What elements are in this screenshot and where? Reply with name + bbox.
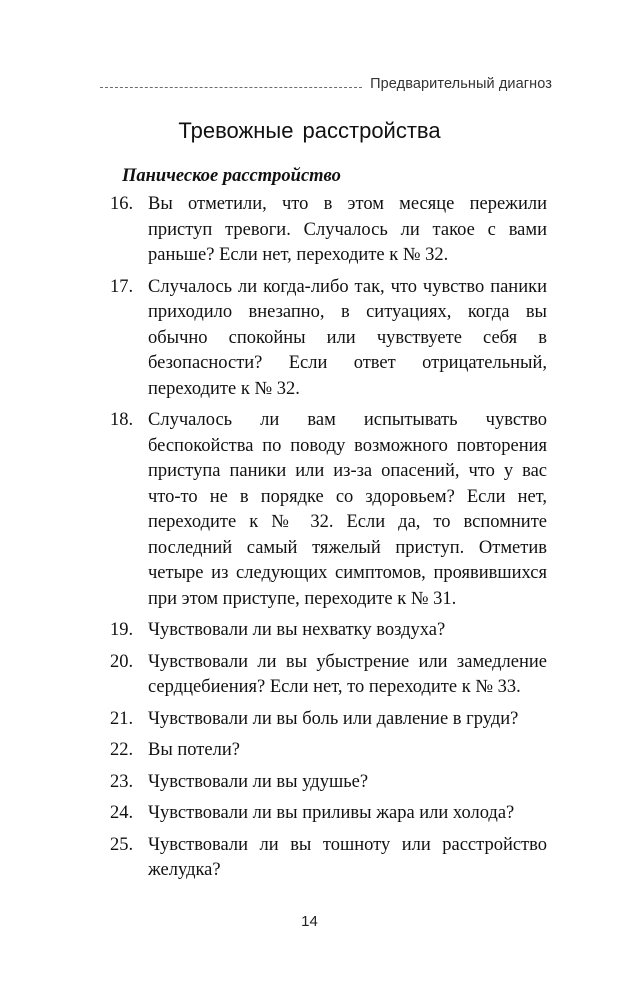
item-number: 25. (110, 834, 134, 855)
section-title: Паническое расстройство (122, 166, 341, 186)
item-text: Чувствовали ли вы боль или давление в груди? (148, 708, 519, 729)
item-number: 24. (110, 803, 134, 823)
list-item (110, 770, 547, 796)
running-title: Предварительный диагноз (370, 76, 552, 92)
item-number: 21. (110, 708, 134, 729)
item-number: 20. (110, 651, 134, 672)
item-text: Чувствовали ли вы нехватку воздуха? (148, 620, 446, 640)
question-list (110, 192, 547, 890)
chapter-title: Тревожные расстройства (178, 118, 441, 143)
item-number: 23. (110, 771, 134, 792)
list-item (110, 738, 547, 764)
item-number: 19. (110, 620, 134, 640)
item-number: 17. (110, 276, 134, 297)
header-dotted-rule (100, 87, 362, 88)
item-number: 16. (110, 194, 134, 214)
item-text: Чувствовали ли вы тошноту или расстройство желудка? (148, 834, 547, 880)
item-text: Чувствовали ли вы удушье? (148, 771, 369, 792)
item-text: Случалось ли вам испытывать чувство беспокойства по поводу возможного повторения приступа паники или из-за опасений, что у вас что-то не в порядке со здоровьем? Если нет, переходите к № 32. Если да, то вспомните последний самый тяжелый приступ. Отметив четыре из следующих симптомов, проявившихся при этом приступе, переходите к № 31. (148, 410, 547, 609)
item-text: Вы потели? (148, 740, 240, 760)
list-item (110, 275, 547, 403)
item-text: Чувствовали ли вы приливы жара или холода? (148, 803, 515, 823)
item-number: 18. (110, 410, 134, 430)
item-text: Чувствовали ли вы убыстрение или замедление сердцебиения? Если нет, то переходите к № 33. (148, 651, 547, 697)
list-item (110, 833, 547, 884)
list-item (110, 192, 547, 269)
list-item (110, 408, 547, 612)
running-header (100, 76, 552, 96)
item-text: Вы отметили, что в этом месяце пережили приступ тревоги. Случалось ли такое с вами раньше? Если нет, переходите к № 32. (148, 194, 547, 265)
page-number: 14 (301, 913, 318, 930)
item-text: Случалось ли когда-либо так, что чувство паники приходило внезапно, в ситуациях, когда вы обычно спокойны или чувствуете себя в безопасности? Если ответ отрицательный, переходите к № 32. (148, 276, 547, 399)
list-item (110, 650, 547, 701)
item-number: 22. (110, 740, 134, 760)
list-item (110, 618, 547, 644)
list-item (110, 707, 547, 733)
list-item (110, 801, 547, 827)
